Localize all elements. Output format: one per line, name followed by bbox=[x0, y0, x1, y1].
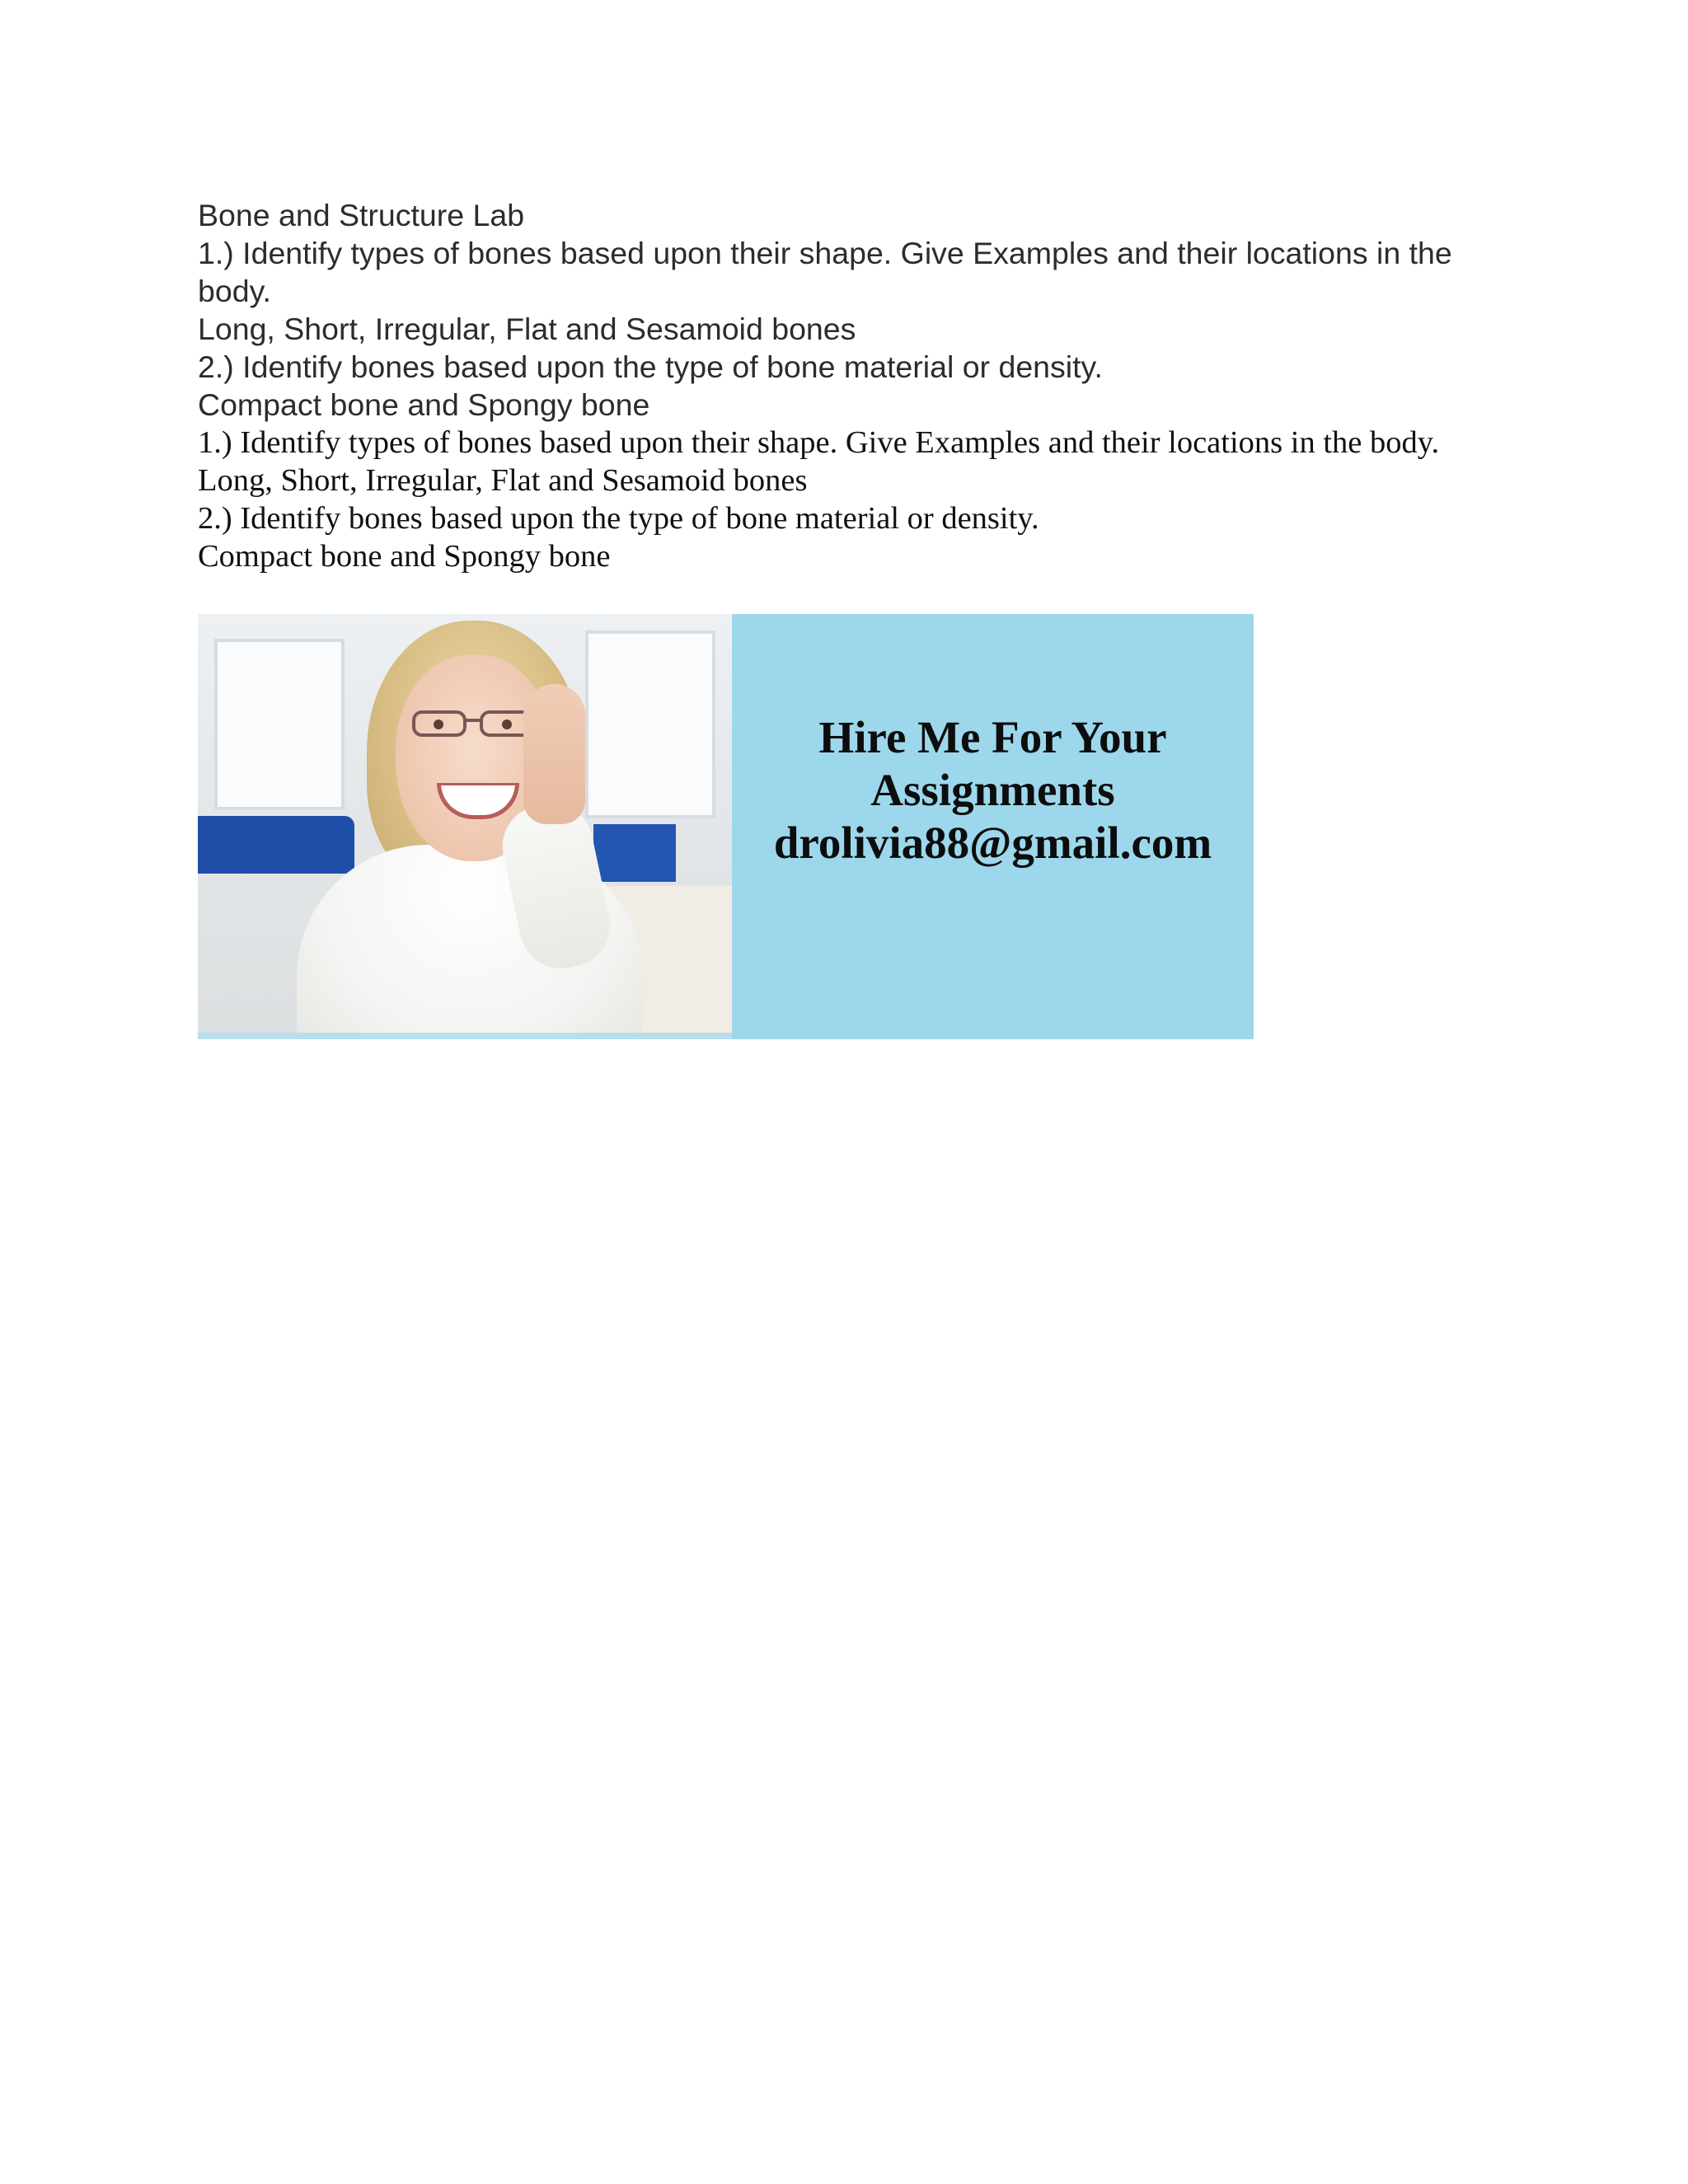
ad-line-2: Assignments bbox=[870, 765, 1115, 815]
answer-1-repeat: Long, Short, Irregular, Flat and Sesamoid bones bbox=[198, 463, 808, 498]
answer-1: Long, Short, Irregular, Flat and Sesamoid bones bbox=[198, 312, 856, 346]
ad-email: drolivia88@gmail.com bbox=[773, 818, 1212, 868]
question-1-repeat: 1.) Identify types of bones based upon their shape. Give Examples and their locations in the body. bbox=[198, 425, 1440, 460]
serif-text-section bbox=[198, 424, 1500, 575]
answer-2: Compact bone and Spongy bone bbox=[198, 387, 650, 422]
document-title: Bone and Structure Lab bbox=[198, 198, 525, 232]
sans-text-section bbox=[198, 196, 1500, 424]
ad-panel bbox=[732, 614, 1254, 1039]
question-2: 2.) Identify bones based upon the type of bone material or density. bbox=[198, 349, 1103, 384]
question-1: 1.) Identify types of bones based upon their shape. Give Examples and their locations in the body. bbox=[198, 236, 1452, 308]
document-body bbox=[198, 196, 1500, 575]
advertisement-banner[interactable] bbox=[198, 614, 1254, 1039]
question-2-repeat: 2.) Identify bones based upon the type of bone material or density. bbox=[198, 501, 1039, 536]
woman-photo bbox=[198, 614, 732, 1039]
answer-2-repeat: Compact bone and Spongy bone bbox=[198, 539, 611, 574]
ad-line-1: Hire Me For Your bbox=[818, 712, 1167, 762]
